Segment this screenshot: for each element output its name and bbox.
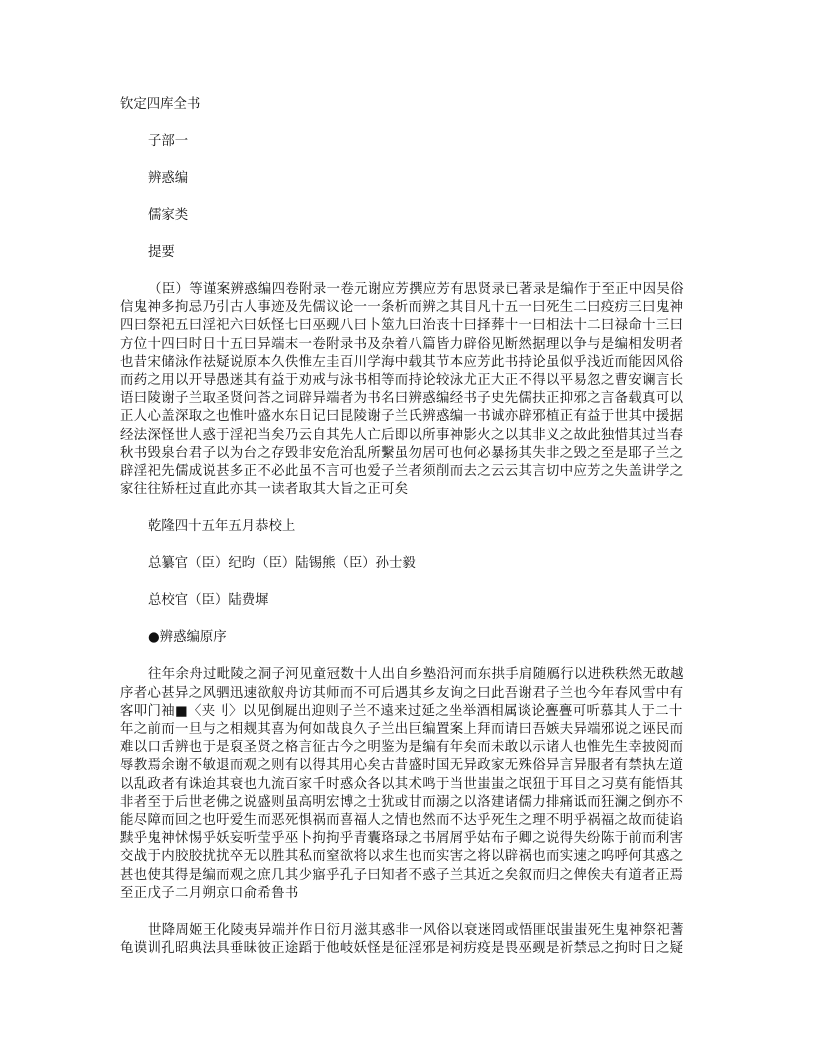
section-heading-summary: 提要 <box>148 245 175 260</box>
verse-paragraph <box>120 922 706 958</box>
document-page <box>120 96 706 977</box>
text-line: 能尽障而回之也吁爱生而恶死惧祸而喜福人之情也然而不达乎死生之理不明乎祸福之故而徒谄 <box>120 813 684 829</box>
text-line: 辱教焉余谢不敏退而观之则有以得其用心矣古昔盛时国无异政家无殊俗异言异服者有禁执左道 <box>120 758 684 774</box>
text-line: 非者至于后世老佛之说盛则虽高明宏博之士犹或甘而溺之以洛建诸儒力排痛诋而狂澜之倒亦不 <box>120 794 684 810</box>
text-line: 世降周姬王化陵夷异端并作日衍月滋其惑非一风俗以衰迷罔或悟匪氓蚩蚩死生鬼神祭祀蓍 <box>148 923 684 939</box>
text-line: （臣）等谨案辨惑编四卷附录一卷元谢应芳撰应芳有思贤录已著录是编作于至正中因吴俗 <box>148 282 684 297</box>
text-line: 信鬼神多拘忌乃引古人事迹及先儒议论一一条析而辨之其目凡十五一曰死生二曰疫疠三曰鬼神 <box>120 300 684 316</box>
section-heading-book-title: 辨惑编 <box>148 171 189 186</box>
text-line: 以乱政者有诛迨其衰也九流百家千时惑众各以其术鸣于当世蚩蚩之氓狃于耳目之习莫有能悟其 <box>120 776 684 792</box>
text-line: 至正戊子二月朔京口俞希鲁书 <box>120 885 299 901</box>
text-line: 龟谟训孔昭典法具垂昧彼正途蹈于他岐妖怪是征淫邪是祠疠疫是畏巫觋是祈禁忌之拘时日之疑 <box>120 941 684 957</box>
text-line: 序者心甚异之风驷迅速欲舣舟访其师而不可后遇其乡友询之曰此吾谢君子兰也今年春风雪中有 <box>120 685 684 701</box>
text-line: 方位十四曰时日十五曰异端末一卷附录书及杂着八篇皆力辟俗见断然据理以争与是编相发明者 <box>120 336 684 352</box>
section-heading-category: 子部一 <box>148 134 189 149</box>
preface-paragraph <box>120 666 706 903</box>
text-line: 往年余舟过毗陵之洞子河见童冠数十人出自乡塾沿河而东拱手肩随鴈行以进秩秩然无敢越 <box>148 667 684 683</box>
text-line: 家往往矫枉过直此亦其一读者取其大旨之正可矣 <box>120 482 409 498</box>
proofreader-line: 总校官（臣）陆费墀 <box>148 593 269 609</box>
text-line: 交战于内胶胶扰扰卒无以胜其私而窒欲将以求生也而实害之将以辟祸也而实速之呜呼何其惑之 <box>120 849 684 865</box>
collection-title: 钦定四库全书 <box>120 97 201 112</box>
text-line: 正人心盖深取之也惟叶盛水东日记曰昆陵谢子兰氏辨惑编一书诚亦辟邪植正有益于世其中援据 <box>120 409 684 425</box>
text-line: 语曰陵谢子兰取圣贤问荅之词辟异端者为书名曰辨惑编经书子史先儒扶正抑邪之言备载真可以 <box>120 391 684 407</box>
preface-heading: ●辨惑编原序 <box>148 630 227 646</box>
text-line: 经法深怪世人惑于淫祀当矣乃云自其先人亡后即以所事神影火之以其非义之故此独惜其过当春 <box>120 427 684 443</box>
text-line: 辟淫祀先儒成说甚多正不必此虽不言可也爱子兰者须削而去之云云其言切中应芳之失盖讲学之 <box>120 464 684 480</box>
text-line: 难以口舌辨也于是裒圣贤之格言征古今之明鉴为是编有年矣而未敢以示诸人也惟先生幸披阅而 <box>120 740 684 756</box>
text-line: 黩乎鬼神怵惕乎妖妄听莹乎巫卜拘拘乎青囊珞琭之书屑屑乎姑布子卿之说得失纷陈于前而利害 <box>120 831 684 847</box>
summary-paragraph <box>120 281 706 499</box>
text-line: 年之前而一旦与之相觌其喜为何如哉良久子兰出巨编置案上拜而请曰吾嫉夫异端邪说之诬民而 <box>120 722 684 738</box>
text-line: 客叩门袖■〈夹刂〉以见倒屣出迎则子兰不遠来过延之坐举酒相属谈论亹亹可听慕其人于二十 <box>120 703 683 719</box>
text-line: 四曰祭祀五曰淫祀六曰妖怪七曰巫觋八曰卜筮九曰治丧十曰择葬十一曰相法十二曰禄命十三曰 <box>120 318 684 334</box>
compilers-line: 总纂官（臣）纪昀（臣）陆锡熊（臣）孙士毅 <box>148 556 416 572</box>
text-line: 也昔宋储泳作祛疑说原本久佚惟左圭百川学海中载其节本应芳此书持论虽似乎浅近而能因风俗 <box>120 354 684 370</box>
date-line: 乾隆四十五年五月恭校上 <box>148 519 296 535</box>
section-heading-school: 儒家类 <box>148 208 189 223</box>
text-line: 秋书毁泉台君子以为台之存毁非安危治乱所繫虽勿居可也何必暴扬其失非之毁之至是耶子兰之 <box>120 445 684 461</box>
text-line: 而药之用以开导愚迷其有益于劝戒与泳书相等而持论较泳尤正大正不得以平易忽之曹安谰言长 <box>120 373 684 389</box>
text-line: 甚也使其得是编而观之庶几其少寤乎孔子曰知者不惑子兰其近之矣叙而归之俾俟夫有道者正焉 <box>120 867 684 883</box>
